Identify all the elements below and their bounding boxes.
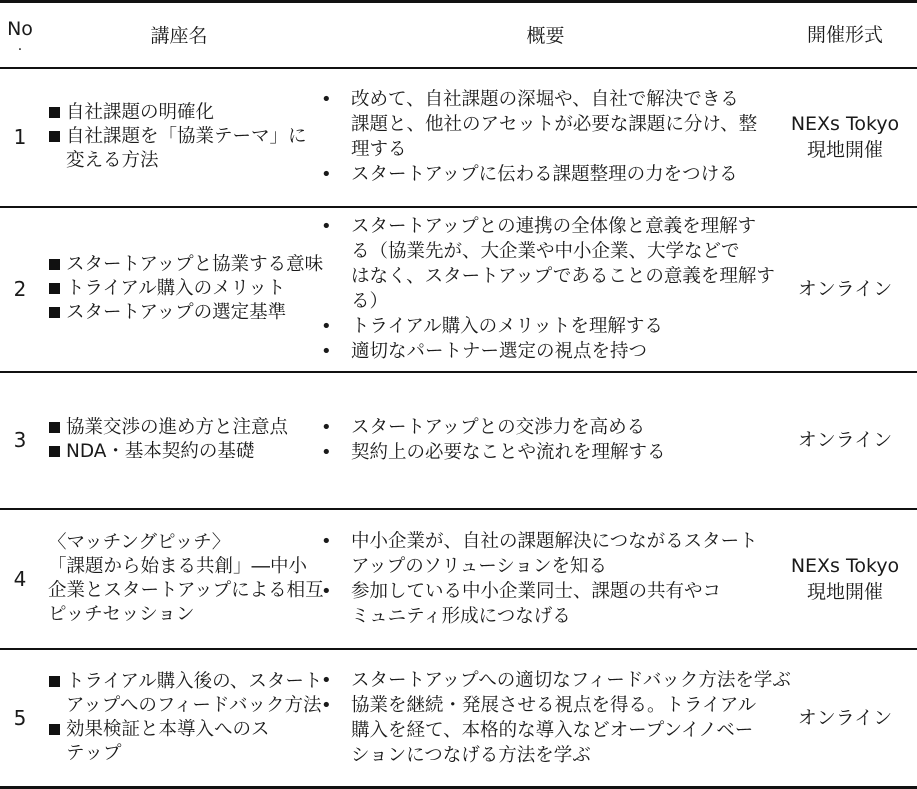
overview-list — [318, 529, 773, 629]
header-no — [0, 2, 40, 68]
dot-bullet-icon: • — [321, 530, 332, 552]
dot-bullet-icon: • — [321, 89, 332, 110]
dot-bullet-icon: • — [321, 669, 332, 691]
course-name-line: ピッチセッション — [48, 603, 195, 625]
table-row — [0, 207, 917, 372]
overview-line: 契約上の必要なことや流れを理解する — [351, 442, 666, 463]
overview-cell — [318, 68, 773, 207]
square-bullet-icon — [49, 283, 60, 294]
overview-line: 理する — [351, 139, 407, 160]
table-row — [0, 509, 917, 649]
course-name-line: アップへのフィードバック方法 — [66, 694, 322, 716]
overview-item — [318, 693, 773, 768]
overview-line: スタートアップとの連携の全体像と意義を理解す — [351, 216, 757, 237]
overview-line: アップのソリューションを知る — [351, 555, 608, 577]
overview-item — [318, 162, 773, 187]
overview-item — [318, 214, 773, 314]
table-row — [0, 68, 917, 207]
overview-line: る） — [351, 291, 389, 312]
overview-item — [318, 314, 773, 339]
course-name-item — [40, 440, 318, 464]
overview-list — [318, 415, 773, 465]
course-name-line: 〈マッチングピッチ〉 — [48, 531, 231, 553]
dot-bullet-icon: • — [321, 316, 332, 337]
course-name-list — [40, 670, 323, 766]
overview-line: 中小企業が、自社の課題解決につながるスタート — [351, 530, 758, 552]
course-name-line: 「課題から始まる共創」―中小 — [48, 555, 308, 577]
course-name-line: スタートアップと協業する意味 — [66, 254, 324, 275]
overview-line: トライアル購入のメリットを理解する — [351, 316, 663, 337]
overview-line: 課題と、他社のアセットが必要な課題に分け、整 — [351, 114, 758, 135]
format-line: 現地開催 — [806, 580, 883, 603]
course-name-text — [40, 531, 324, 627]
dot-bullet-icon: • — [321, 341, 332, 362]
overview-item — [318, 579, 773, 629]
overview-line: スタートアップに伝わる課題整理の力をつける — [351, 164, 738, 185]
overview-list — [318, 668, 791, 768]
course-name-item — [40, 670, 323, 718]
course-name-line: トライアル購入のメリット — [66, 278, 286, 299]
overview-cell — [318, 649, 791, 788]
course-name-line: トライアル購入後の、スタート — [66, 670, 323, 692]
dot-bullet-icon: • — [321, 694, 332, 716]
overview-cell — [318, 509, 773, 649]
header-no-dot: . — [17, 37, 23, 54]
row-number: 4 — [0, 509, 40, 649]
overview-item — [318, 440, 773, 465]
overview-item — [318, 415, 773, 440]
square-bullet-icon — [49, 131, 60, 142]
row-number: 3 — [0, 372, 40, 509]
course-name-line: スタートアップの選定基準 — [66, 302, 287, 323]
format-line: オンライン — [797, 278, 893, 300]
format-line: オンライン — [797, 706, 893, 729]
format-line: NEXs Tokyo — [790, 554, 900, 577]
header-row — [0, 2, 917, 68]
square-bullet-icon — [49, 307, 60, 318]
course-name-item — [40, 125, 318, 173]
course-name-item — [40, 253, 324, 277]
overview-line: 改めて、自社課題の深堀や、自社で解決できる — [351, 89, 739, 110]
square-bullet-icon — [49, 107, 60, 118]
course-name-item — [40, 416, 318, 440]
format-line: オンライン — [797, 429, 893, 451]
header-overview: 概要 — [318, 2, 773, 68]
table-row — [0, 372, 917, 509]
format-cell — [773, 372, 917, 509]
course-name-line: テップ — [66, 742, 122, 764]
overview-item — [318, 668, 791, 693]
course-name-item — [40, 301, 318, 325]
dot-bullet-icon: • — [321, 442, 332, 463]
course-name-item — [40, 101, 318, 125]
format-cell — [773, 649, 917, 788]
row-number: 2 — [0, 207, 40, 372]
header-course-name: 講座名 — [40, 2, 318, 68]
table-row — [0, 649, 917, 788]
overview-list — [318, 214, 773, 364]
course-name-cell — [40, 68, 318, 207]
dot-bullet-icon: • — [321, 580, 332, 602]
course-name-cell — [40, 207, 324, 372]
overview-list — [318, 87, 773, 187]
square-bullet-icon — [49, 422, 60, 433]
course-name-item — [40, 277, 318, 301]
format-line: 現地開催 — [806, 139, 883, 161]
overview-line: 購入を経て、本格的な導入などオープンイノベー — [351, 719, 754, 741]
overview-line: スタートアップとの交渉力を高める — [351, 417, 646, 438]
overview-line: スタートアップへの適切なフィードバック方法を学ぶ — [351, 669, 791, 691]
dot-bullet-icon: • — [321, 417, 332, 438]
course-name-list — [40, 253, 324, 325]
course-name-line: 効果検証と本導入へのス — [66, 718, 270, 740]
course-name-line: 自社課題の明確化 — [66, 102, 215, 123]
overview-line: ションにつなげる方法を学ぶ — [351, 744, 591, 766]
course-name-item — [40, 718, 318, 766]
dot-bullet-icon: • — [321, 216, 332, 237]
course-name-line: 協業交渉の進め方と注意点 — [66, 417, 289, 438]
course-name-cell — [40, 509, 324, 649]
overview-line: 参加している中小企業同士、課題の共有やコ — [351, 580, 722, 602]
course-name-cell — [40, 649, 323, 788]
course-name-line: NDA・基本契約の基礎 — [66, 441, 255, 462]
square-bullet-icon — [49, 676, 60, 687]
overview-line: る（協業先が、大企業や中小企業、大学などで — [351, 241, 740, 262]
overview-item — [318, 87, 773, 162]
course-name-cell — [40, 372, 318, 509]
overview-line: はなく、スタートアップであることの意義を理解す — [351, 266, 775, 287]
format-line: NEXs Tokyo — [790, 113, 900, 135]
format-cell — [773, 68, 917, 207]
overview-line: 協業を継続・発展させる視点を得る。トライアル — [351, 694, 757, 716]
course-name-line: 自社課題を「協業テーマ」に — [66, 126, 307, 147]
course-name-line: 変える方法 — [66, 150, 159, 171]
course-name-list — [40, 101, 318, 173]
square-bullet-icon — [49, 724, 60, 735]
overview-line: ミュニティ形成につなげる — [351, 605, 571, 627]
format-cell — [773, 509, 917, 649]
header-no-label: No — [7, 17, 33, 40]
row-number: 5 — [0, 649, 40, 788]
header-format: 開催形式 — [773, 2, 917, 68]
square-bullet-icon — [49, 259, 60, 270]
dot-bullet-icon: • — [321, 164, 332, 185]
overview-cell — [318, 372, 773, 509]
format-cell — [773, 207, 917, 372]
course-name-line: 企業とスタートアップによる相互 — [48, 579, 324, 601]
overview-cell — [318, 207, 773, 372]
row-number: 1 — [0, 68, 40, 207]
overview-line: 適切なパートナー選定の視点を持つ — [351, 341, 648, 362]
overview-item — [318, 529, 773, 579]
overview-item — [318, 339, 773, 364]
course-name-list — [40, 416, 318, 464]
square-bullet-icon — [49, 446, 60, 457]
